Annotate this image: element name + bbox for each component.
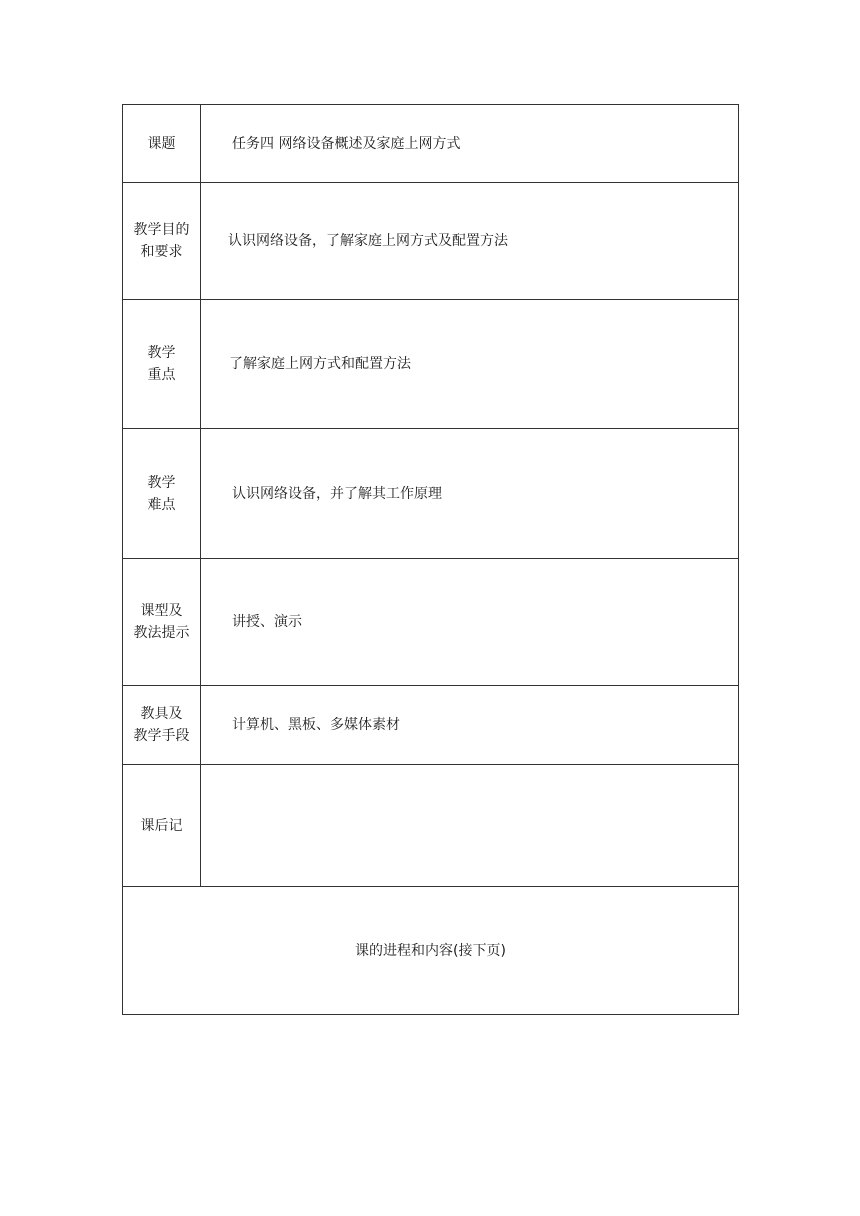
- objectives-label: 教学目的 和要求: [123, 183, 201, 300]
- row-objectives: [123, 183, 739, 300]
- row-teaching-tools: [123, 686, 739, 765]
- teaching-tools-label: 教具及 教学手段: [123, 686, 201, 765]
- row-key-points: [123, 300, 739, 429]
- teaching-tools-value: 计算机、黑板、多媒体素材: [232, 717, 400, 733]
- topic-value: 任务四 网络设备概述及家庭上网方式: [232, 135, 461, 152]
- row-footer: [123, 887, 739, 1015]
- row-teaching-method: [123, 559, 739, 686]
- key-points-value: 了解家庭上网方式和配置方法: [229, 356, 411, 372]
- row-after-class-notes: [123, 765, 739, 887]
- row-difficulties: [123, 429, 739, 559]
- after-class-notes-value: [201, 765, 739, 887]
- difficulties-value: 认识网络设备，并了解其工作原理: [232, 485, 442, 502]
- difficulties-label: 教学 难点: [123, 429, 201, 559]
- row-topic: [123, 105, 739, 183]
- course-progress-note: 课的进程和内容(接下页): [123, 887, 739, 1015]
- objectives-value: 认识网络设备，了解家庭上网方式及配置方法: [228, 233, 508, 249]
- key-points-label: 教学 重点: [123, 300, 201, 429]
- after-class-notes-label: 课后记: [123, 765, 201, 887]
- teaching-method-label: 课型及 教法提示: [123, 559, 201, 686]
- teaching-method-value: 讲授、演示: [232, 614, 302, 630]
- topic-label: 课题: [123, 105, 201, 183]
- lesson-plan-table: [122, 104, 739, 1015]
